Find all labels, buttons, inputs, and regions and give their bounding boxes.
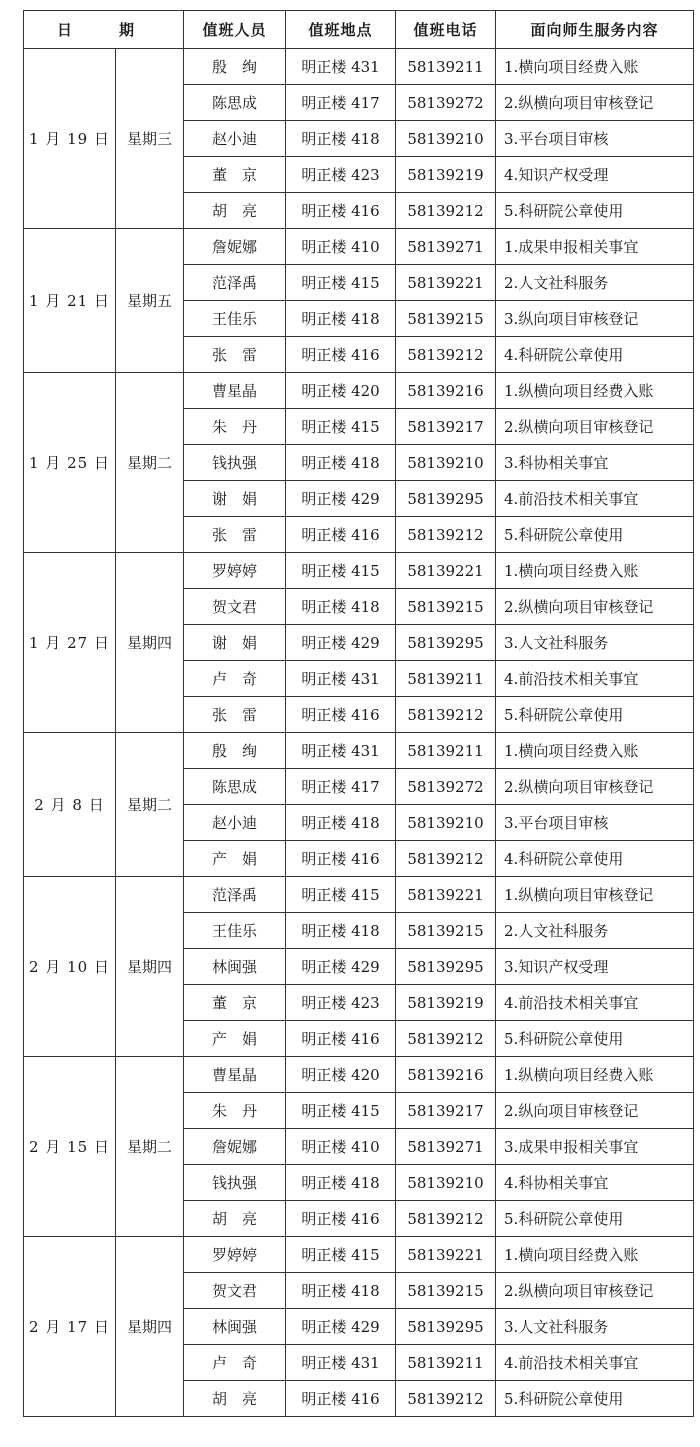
location-cell: 明正楼 423	[286, 985, 396, 1021]
content-cell: 1.横向项目经费入账	[496, 49, 694, 85]
location-cell: 明正楼 417	[286, 85, 396, 121]
table-row	[24, 49, 694, 85]
date-cell: 1 月 19 日	[24, 49, 116, 229]
location-cell: 明正楼 416	[286, 1381, 396, 1417]
date-cell: 1 月 25 日	[24, 373, 116, 553]
staff-cell: 董 京	[184, 985, 286, 1021]
phone-cell: 58139217	[396, 1093, 496, 1129]
phone-cell: 58139210	[396, 445, 496, 481]
content-cell: 1.纵横向项目审核登记	[496, 877, 694, 913]
duty-schedule-table	[23, 10, 694, 1417]
staff-cell: 罗婷婷	[184, 553, 286, 589]
content-cell: 1.横向项目经费入账	[496, 1237, 694, 1273]
phone-cell: 58139219	[396, 157, 496, 193]
content-cell: 5.科研院公章使用	[496, 697, 694, 733]
location-cell: 明正楼 416	[286, 337, 396, 373]
location-cell: 明正楼 410	[286, 229, 396, 265]
weekday-cell: 星期四	[116, 877, 184, 1057]
content-cell: 4.前沿技术相关事宜	[496, 481, 694, 517]
phone-cell: 58139216	[396, 1057, 496, 1093]
phone-cell: 58139219	[396, 985, 496, 1021]
staff-cell: 赵小迪	[184, 805, 286, 841]
staff-cell: 张 雷	[184, 697, 286, 733]
table-row	[24, 373, 694, 409]
staff-cell: 朱 丹	[184, 1093, 286, 1129]
phone-cell: 58139272	[396, 769, 496, 805]
content-cell: 3.成果申报相关事宜	[496, 1129, 694, 1165]
location-cell: 明正楼 415	[286, 409, 396, 445]
content-cell: 4.科研院公章使用	[496, 841, 694, 877]
staff-cell: 董 京	[184, 157, 286, 193]
phone-cell: 58139215	[396, 301, 496, 337]
staff-cell: 林闽强	[184, 1309, 286, 1345]
location-cell: 明正楼 415	[286, 877, 396, 913]
content-cell: 1.纵横向项目经费入账	[496, 373, 694, 409]
content-cell: 2.纵横向项目审核登记	[496, 1273, 694, 1309]
location-cell: 明正楼 420	[286, 1057, 396, 1093]
content-cell: 3.科协相关事宜	[496, 445, 694, 481]
phone-cell: 58139217	[396, 409, 496, 445]
staff-cell: 詹妮娜	[184, 1129, 286, 1165]
phone-cell: 58139211	[396, 1345, 496, 1381]
location-cell: 明正楼 416	[286, 697, 396, 733]
phone-cell: 58139215	[396, 589, 496, 625]
staff-cell: 詹妮娜	[184, 229, 286, 265]
phone-cell: 58139212	[396, 841, 496, 877]
content-cell: 3.纵向项目审核登记	[496, 301, 694, 337]
phone-cell: 58139272	[396, 85, 496, 121]
header-location: 值班地点	[286, 11, 396, 49]
staff-cell: 胡 亮	[184, 193, 286, 229]
location-cell: 明正楼 416	[286, 1201, 396, 1237]
date-cell: 2 月 8 日	[24, 733, 116, 877]
staff-cell: 胡 亮	[184, 1201, 286, 1237]
phone-cell: 58139212	[396, 1201, 496, 1237]
content-cell: 5.科研院公章使用	[496, 1021, 694, 1057]
weekday-cell: 星期四	[116, 1237, 184, 1417]
phone-cell: 58139210	[396, 1165, 496, 1201]
content-cell: 4.前沿技术相关事宜	[496, 1345, 694, 1381]
location-cell: 明正楼 418	[286, 1273, 396, 1309]
location-cell: 明正楼 415	[286, 553, 396, 589]
location-cell: 明正楼 429	[286, 1309, 396, 1345]
staff-cell: 赵小迪	[184, 121, 286, 157]
phone-cell: 58139271	[396, 229, 496, 265]
content-cell: 3.人文社科服务	[496, 625, 694, 661]
phone-cell: 58139295	[396, 949, 496, 985]
table-row	[24, 1237, 694, 1273]
phone-cell: 58139221	[396, 265, 496, 301]
phone-cell: 58139271	[396, 1129, 496, 1165]
staff-cell: 钱执强	[184, 1165, 286, 1201]
table-row	[24, 553, 694, 589]
content-cell: 3.知识产权受理	[496, 949, 694, 985]
phone-cell: 58139212	[396, 697, 496, 733]
staff-cell: 曹星晶	[184, 1057, 286, 1093]
weekday-cell: 星期二	[116, 733, 184, 877]
phone-cell: 58139295	[396, 625, 496, 661]
content-cell: 3.人文社科服务	[496, 1309, 694, 1345]
phone-cell: 58139216	[396, 373, 496, 409]
staff-cell: 产 娟	[184, 1021, 286, 1057]
header-phone: 值班电话	[396, 11, 496, 49]
location-cell: 明正楼 415	[286, 1237, 396, 1273]
phone-cell: 58139210	[396, 805, 496, 841]
content-cell: 2.纵横向项目审核登记	[496, 769, 694, 805]
phone-cell: 58139221	[396, 553, 496, 589]
phone-cell: 58139295	[396, 1309, 496, 1345]
location-cell: 明正楼 431	[286, 49, 396, 85]
content-cell: 1.成果申报相关事宜	[496, 229, 694, 265]
staff-cell: 谢 娟	[184, 481, 286, 517]
staff-cell: 罗婷婷	[184, 1237, 286, 1273]
content-cell: 2.纵横向项目审核登记	[496, 85, 694, 121]
date-cell: 1 月 27 日	[24, 553, 116, 733]
content-cell: 4.前沿技术相关事宜	[496, 985, 694, 1021]
staff-cell: 王佳乐	[184, 913, 286, 949]
table-row	[24, 1057, 694, 1093]
staff-cell: 谢 娟	[184, 625, 286, 661]
staff-cell: 张 雷	[184, 517, 286, 553]
content-cell: 4.前沿技术相关事宜	[496, 661, 694, 697]
table-row	[24, 877, 694, 913]
phone-cell: 58139211	[396, 49, 496, 85]
location-cell: 明正楼 418	[286, 805, 396, 841]
staff-cell: 贺文君	[184, 589, 286, 625]
table-row	[24, 229, 694, 265]
staff-cell: 产 娟	[184, 841, 286, 877]
phone-cell: 58139212	[396, 1021, 496, 1057]
location-cell: 明正楼 429	[286, 481, 396, 517]
content-cell: 5.科研院公章使用	[496, 517, 694, 553]
content-cell: 2.纵横向项目审核登记	[496, 589, 694, 625]
table-row	[24, 733, 694, 769]
staff-cell: 贺文君	[184, 1273, 286, 1309]
content-cell: 1.横向项目经费入账	[496, 733, 694, 769]
location-cell: 明正楼 410	[286, 1129, 396, 1165]
staff-cell: 朱 丹	[184, 409, 286, 445]
location-cell: 明正楼 423	[286, 157, 396, 193]
header-content: 面向师生服务内容	[496, 11, 694, 49]
staff-cell: 胡 亮	[184, 1381, 286, 1417]
content-cell: 1.横向项目经费入账	[496, 553, 694, 589]
weekday-cell: 星期四	[116, 553, 184, 733]
staff-cell: 卢 奇	[184, 1345, 286, 1381]
date-cell: 2 月 10 日	[24, 877, 116, 1057]
location-cell: 明正楼 431	[286, 661, 396, 697]
phone-cell: 58139215	[396, 1273, 496, 1309]
weekday-cell: 星期二	[116, 373, 184, 553]
location-cell: 明正楼 420	[286, 373, 396, 409]
location-cell: 明正楼 416	[286, 517, 396, 553]
header-date: 日 期	[24, 11, 184, 49]
content-cell: 2.人文社科服务	[496, 265, 694, 301]
content-cell: 3.平台项目审核	[496, 805, 694, 841]
location-cell: 明正楼 431	[286, 1345, 396, 1381]
content-cell: 4.科协相关事宜	[496, 1165, 694, 1201]
location-cell: 明正楼 415	[286, 1093, 396, 1129]
content-cell: 2.纵横向项目审核登记	[496, 409, 694, 445]
phone-cell: 58139295	[396, 481, 496, 517]
location-cell: 明正楼 418	[286, 301, 396, 337]
weekday-cell: 星期五	[116, 229, 184, 373]
date-cell: 2 月 17 日	[24, 1237, 116, 1417]
staff-cell: 范泽禹	[184, 877, 286, 913]
header-staff: 值班人员	[184, 11, 286, 49]
phone-cell: 58139212	[396, 517, 496, 553]
weekday-cell: 星期三	[116, 49, 184, 229]
staff-cell: 曹星晶	[184, 373, 286, 409]
location-cell: 明正楼 415	[286, 265, 396, 301]
location-cell: 明正楼 431	[286, 733, 396, 769]
staff-cell: 陈思成	[184, 769, 286, 805]
location-cell: 明正楼 416	[286, 1021, 396, 1057]
location-cell: 明正楼 418	[286, 1165, 396, 1201]
phone-cell: 58139221	[396, 877, 496, 913]
weekday-cell: 星期二	[116, 1057, 184, 1237]
staff-cell: 殷 绚	[184, 733, 286, 769]
phone-cell: 58139211	[396, 733, 496, 769]
staff-cell: 殷 绚	[184, 49, 286, 85]
table-header	[24, 11, 694, 49]
content-cell: 3.平台项目审核	[496, 121, 694, 157]
location-cell: 明正楼 418	[286, 121, 396, 157]
phone-cell: 58139212	[396, 193, 496, 229]
content-cell: 5.科研院公章使用	[496, 1381, 694, 1417]
location-cell: 明正楼 429	[286, 625, 396, 661]
staff-cell: 钱执强	[184, 445, 286, 481]
staff-cell: 林闽强	[184, 949, 286, 985]
date-cell: 1 月 21 日	[24, 229, 116, 373]
staff-cell: 张 雷	[184, 337, 286, 373]
staff-cell: 王佳乐	[184, 301, 286, 337]
staff-cell: 陈思成	[184, 85, 286, 121]
phone-cell: 58139212	[396, 337, 496, 373]
location-cell: 明正楼 418	[286, 589, 396, 625]
table-body	[24, 49, 694, 1417]
content-cell: 5.科研院公章使用	[496, 193, 694, 229]
content-cell: 1.纵横向项目经费入账	[496, 1057, 694, 1093]
staff-cell: 卢 奇	[184, 661, 286, 697]
phone-cell: 58139211	[396, 661, 496, 697]
location-cell: 明正楼 416	[286, 841, 396, 877]
phone-cell: 58139215	[396, 913, 496, 949]
content-cell: 4.知识产权受理	[496, 157, 694, 193]
phone-cell: 58139212	[396, 1381, 496, 1417]
location-cell: 明正楼 418	[286, 913, 396, 949]
phone-cell: 58139210	[396, 121, 496, 157]
header-row	[24, 11, 694, 49]
date-cell: 2 月 15 日	[24, 1057, 116, 1237]
location-cell: 明正楼 417	[286, 769, 396, 805]
staff-cell: 范泽禹	[184, 265, 286, 301]
location-cell: 明正楼 416	[286, 193, 396, 229]
content-cell: 2.纵向项目审核登记	[496, 1093, 694, 1129]
content-cell: 5.科研院公章使用	[496, 1201, 694, 1237]
phone-cell: 58139221	[396, 1237, 496, 1273]
location-cell: 明正楼 418	[286, 445, 396, 481]
content-cell: 4.科研院公章使用	[496, 337, 694, 373]
content-cell: 2.人文社科服务	[496, 913, 694, 949]
location-cell: 明正楼 429	[286, 949, 396, 985]
